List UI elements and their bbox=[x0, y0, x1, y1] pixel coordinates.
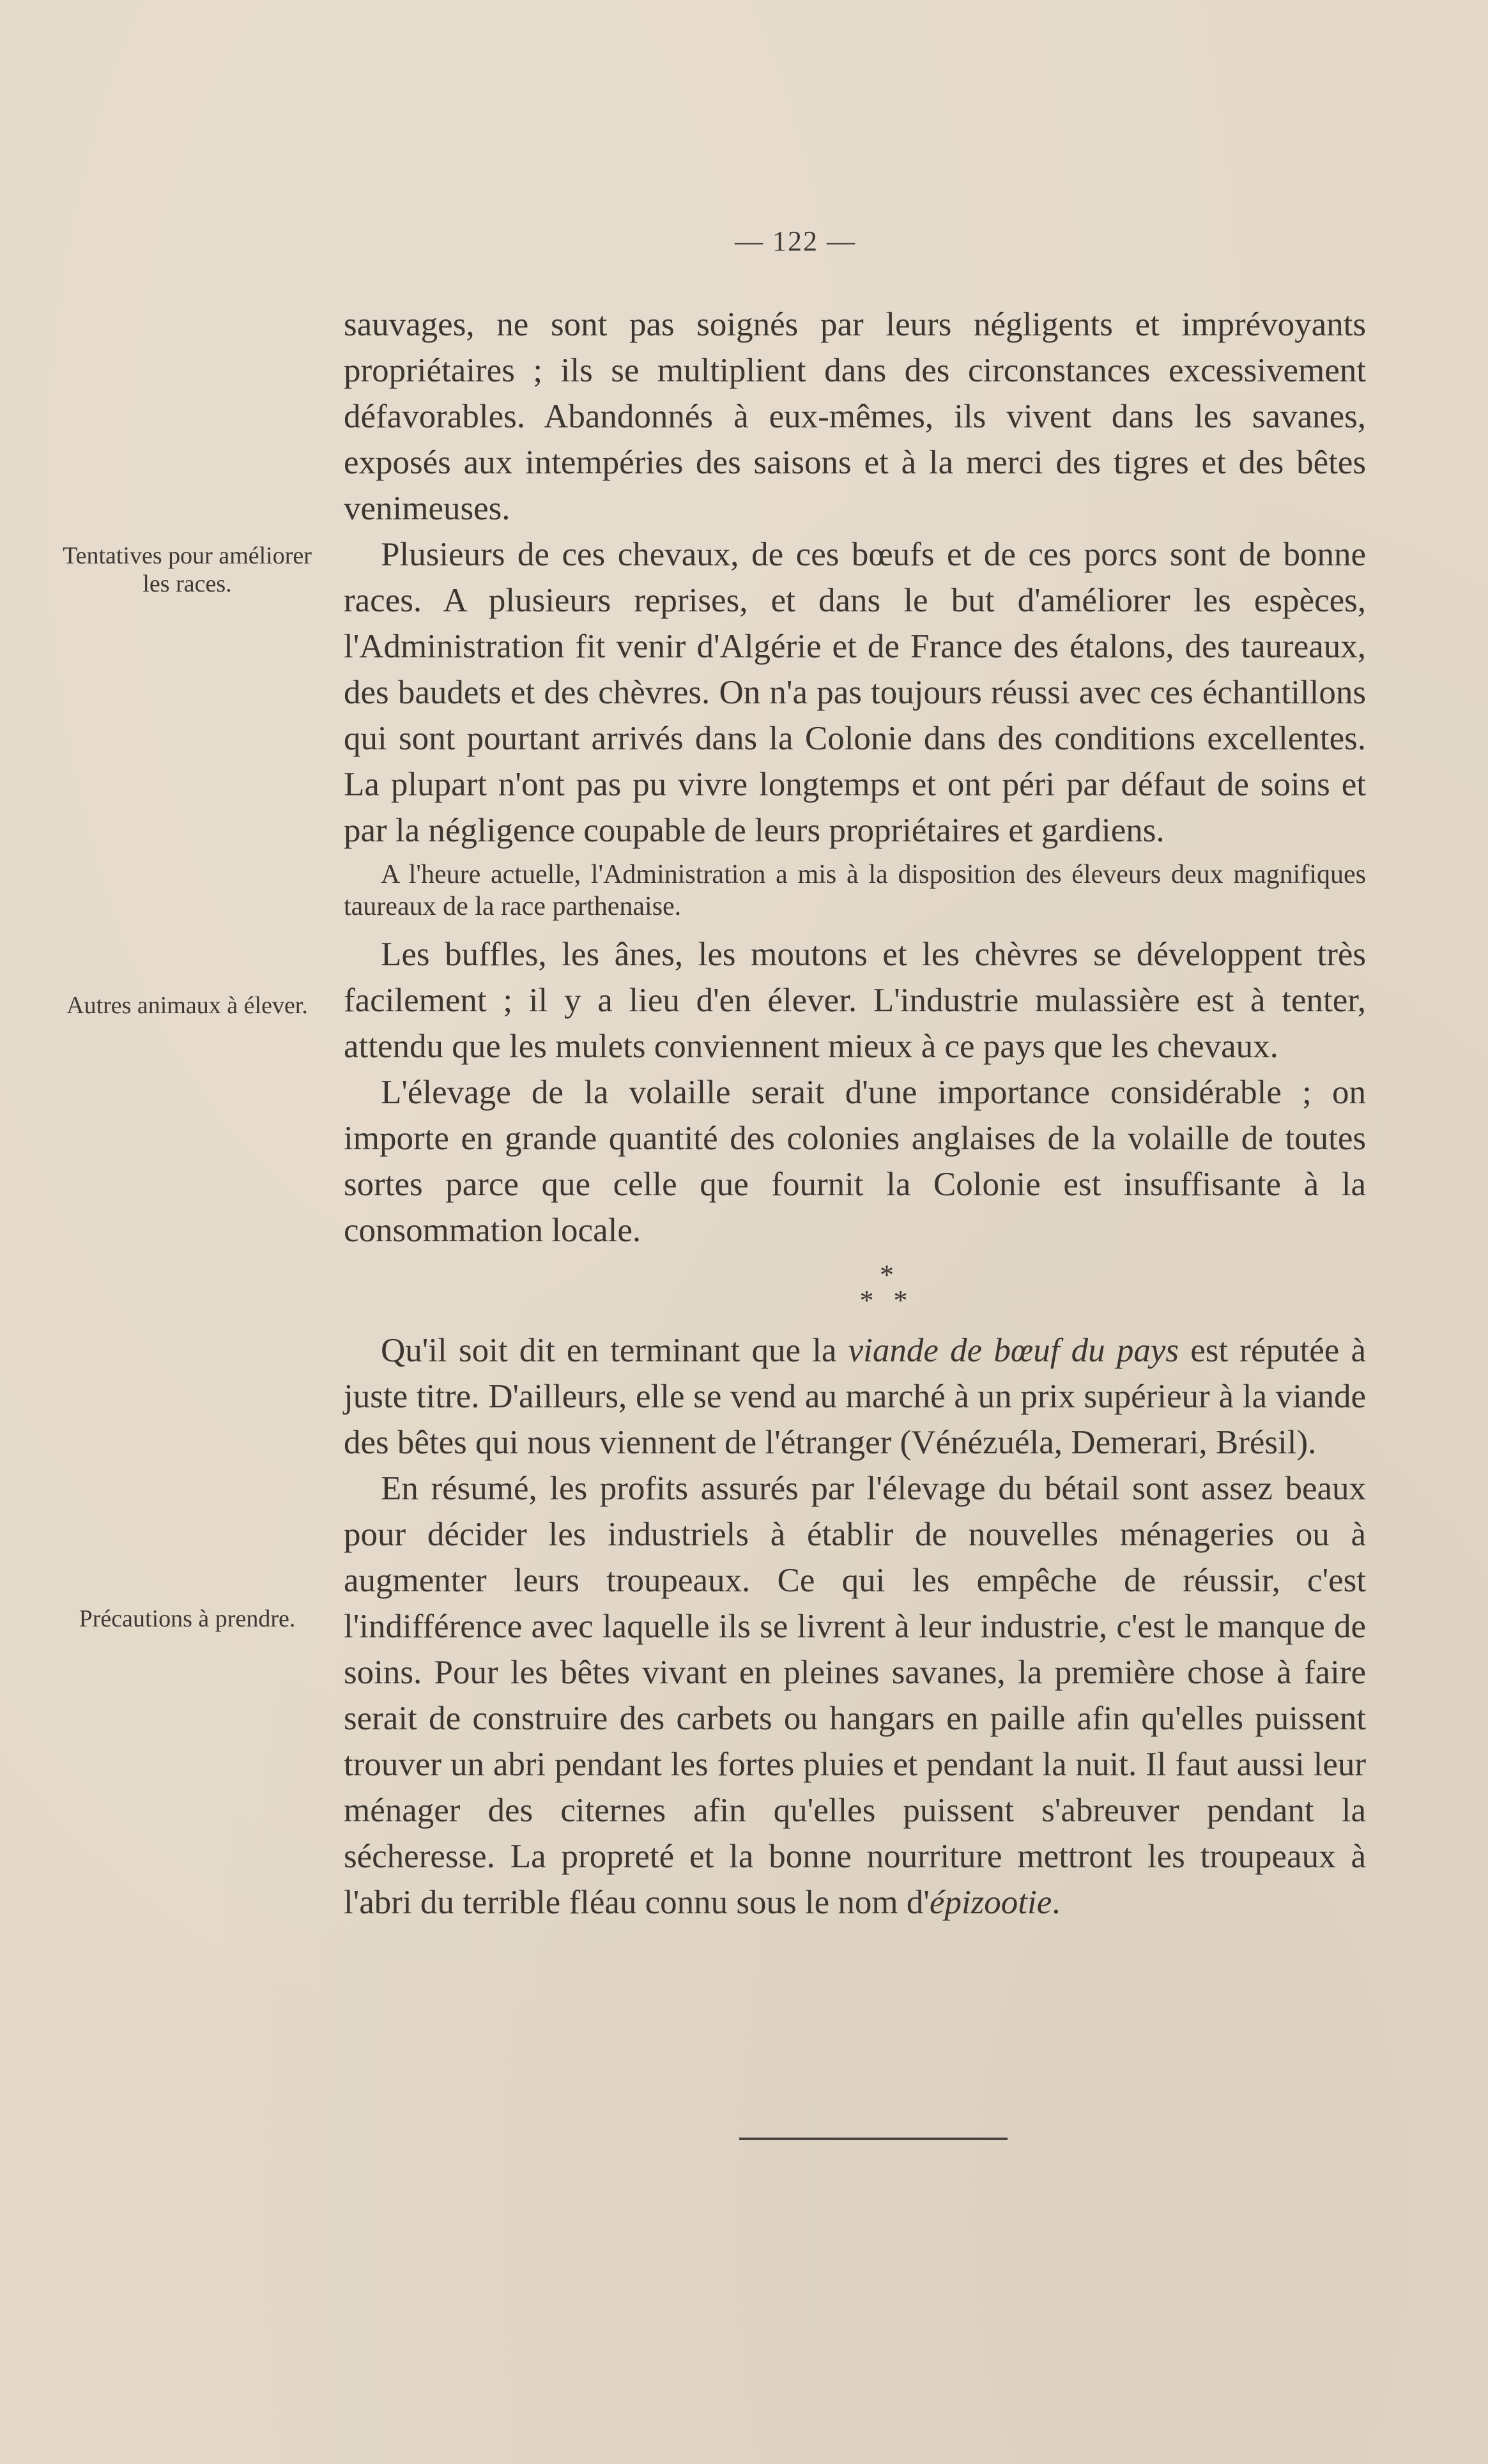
paragraph-5-italic: viande de bœuf du pays bbox=[848, 1332, 1179, 1369]
paragraph-6-end: . bbox=[1052, 1884, 1061, 1921]
paragraph-2: Plusieurs de ces chevaux, de ces bœufs et de ces porcs sont de bonne races. A plusieurs reprises, et dans le but d'améliorer les espèces, l'Administration fit venir d'Algérie et de France des étalons, des taureaux, des baudets et des chèvres. On n'a pas toujours réussi avec ces échantillons qui sont pourtant arrivés dans la Colonie dans des conditions excellentes. La plupart n'ont pas pu vivre longtemps et ont péri par défaut de soins et par la négligence coupable de leurs propriétaires et gardiens. bbox=[344, 536, 1366, 849]
paragraph-6-italic: épizootie bbox=[929, 1884, 1052, 1921]
paragraph-1: sauvages, ne sont pas soignés par leurs négligents et imprévoyants propriétaires ; ils se multiplient dans des circonstances excessivement défavorables. Abandonnés à eux-mêmes, ils vivent dans les savanes, exposés aux intempéries des saisons et à la merci des tigres et des bêtes venimeuses. bbox=[344, 306, 1366, 527]
footnote-paragraph: A l'heure actuelle, l'Administration a mis à la disposition des éleveurs deux magnifiques taureaux de la race parthenaise. bbox=[344, 860, 1366, 921]
end-rule bbox=[739, 2138, 1008, 2140]
paragraph-4: L'élevage de la volaille serait d'une importance considérable ; on importe en grande quantité des colonies anglaises de la volaille de toutes sortes parce que celle que fournit la Colonie est insuffisante à la consommation locale. bbox=[344, 1074, 1366, 1249]
sidenote-animaux: Autres animaux à élever. bbox=[66, 992, 308, 1019]
paragraph-6 bbox=[344, 1465, 1366, 1925]
paragraph-5-start: Qu'il soit dit en terminant que la bbox=[381, 1332, 848, 1369]
asterism-separator bbox=[408, 1253, 1366, 1328]
paragraph-3: Les buffles, les ânes, les moutons et les chèvres se développent très facilement ; il y a lieu d'en élever. L'industrie mulassière est à tenter, attendu que les mulets conviennent mieux à ce pays que les chevaux. bbox=[344, 936, 1366, 1065]
paragraph-5 bbox=[344, 1328, 1366, 1465]
asterism-top: * bbox=[880, 1259, 894, 1290]
sidenote-races: Tentatives pour améliorer les races. bbox=[63, 542, 312, 597]
paragraph-5-end: est réputée à juste titre. D'ailleurs, elle se vend au marché à un prix supérieur à la viande des bêtes qui nous viennent de l'étranger (Vénézuéla, Demerari, Brésil). bbox=[344, 1332, 1366, 1461]
page-number: — 122 — bbox=[735, 226, 856, 257]
asterism-bottom: * * bbox=[859, 1285, 914, 1316]
paragraph-6-start: En résumé, les profits assurés par l'élevage du bétail sont assez beaux pour décider les industriels à établir de nouvelles ménageries ou à augmenter leurs troupeaux. Ce qui les empêche de réussir, c'est l'indifférence avec laquelle ils se livrent à leur industrie, c'est le manque de soins. Pour les bêtes vivant en pleines savanes, la première chose à faire serait de construire des carbets ou hangars en paille afin qu'elles puissent trouver un abri pendant les fortes pluies et pendant la nuit. Il faut aussi leur ménager des citernes afin qu'elles puissent s'abreuver pendant la sécheresse. La propreté et la bonne nourriture mettront les troupeaux à l'abri du terrible fléau connu sous le nom d' bbox=[344, 1470, 1366, 1921]
sidenote-precautions: Précautions à prendre. bbox=[79, 1605, 296, 1632]
main-text bbox=[344, 302, 1366, 1925]
